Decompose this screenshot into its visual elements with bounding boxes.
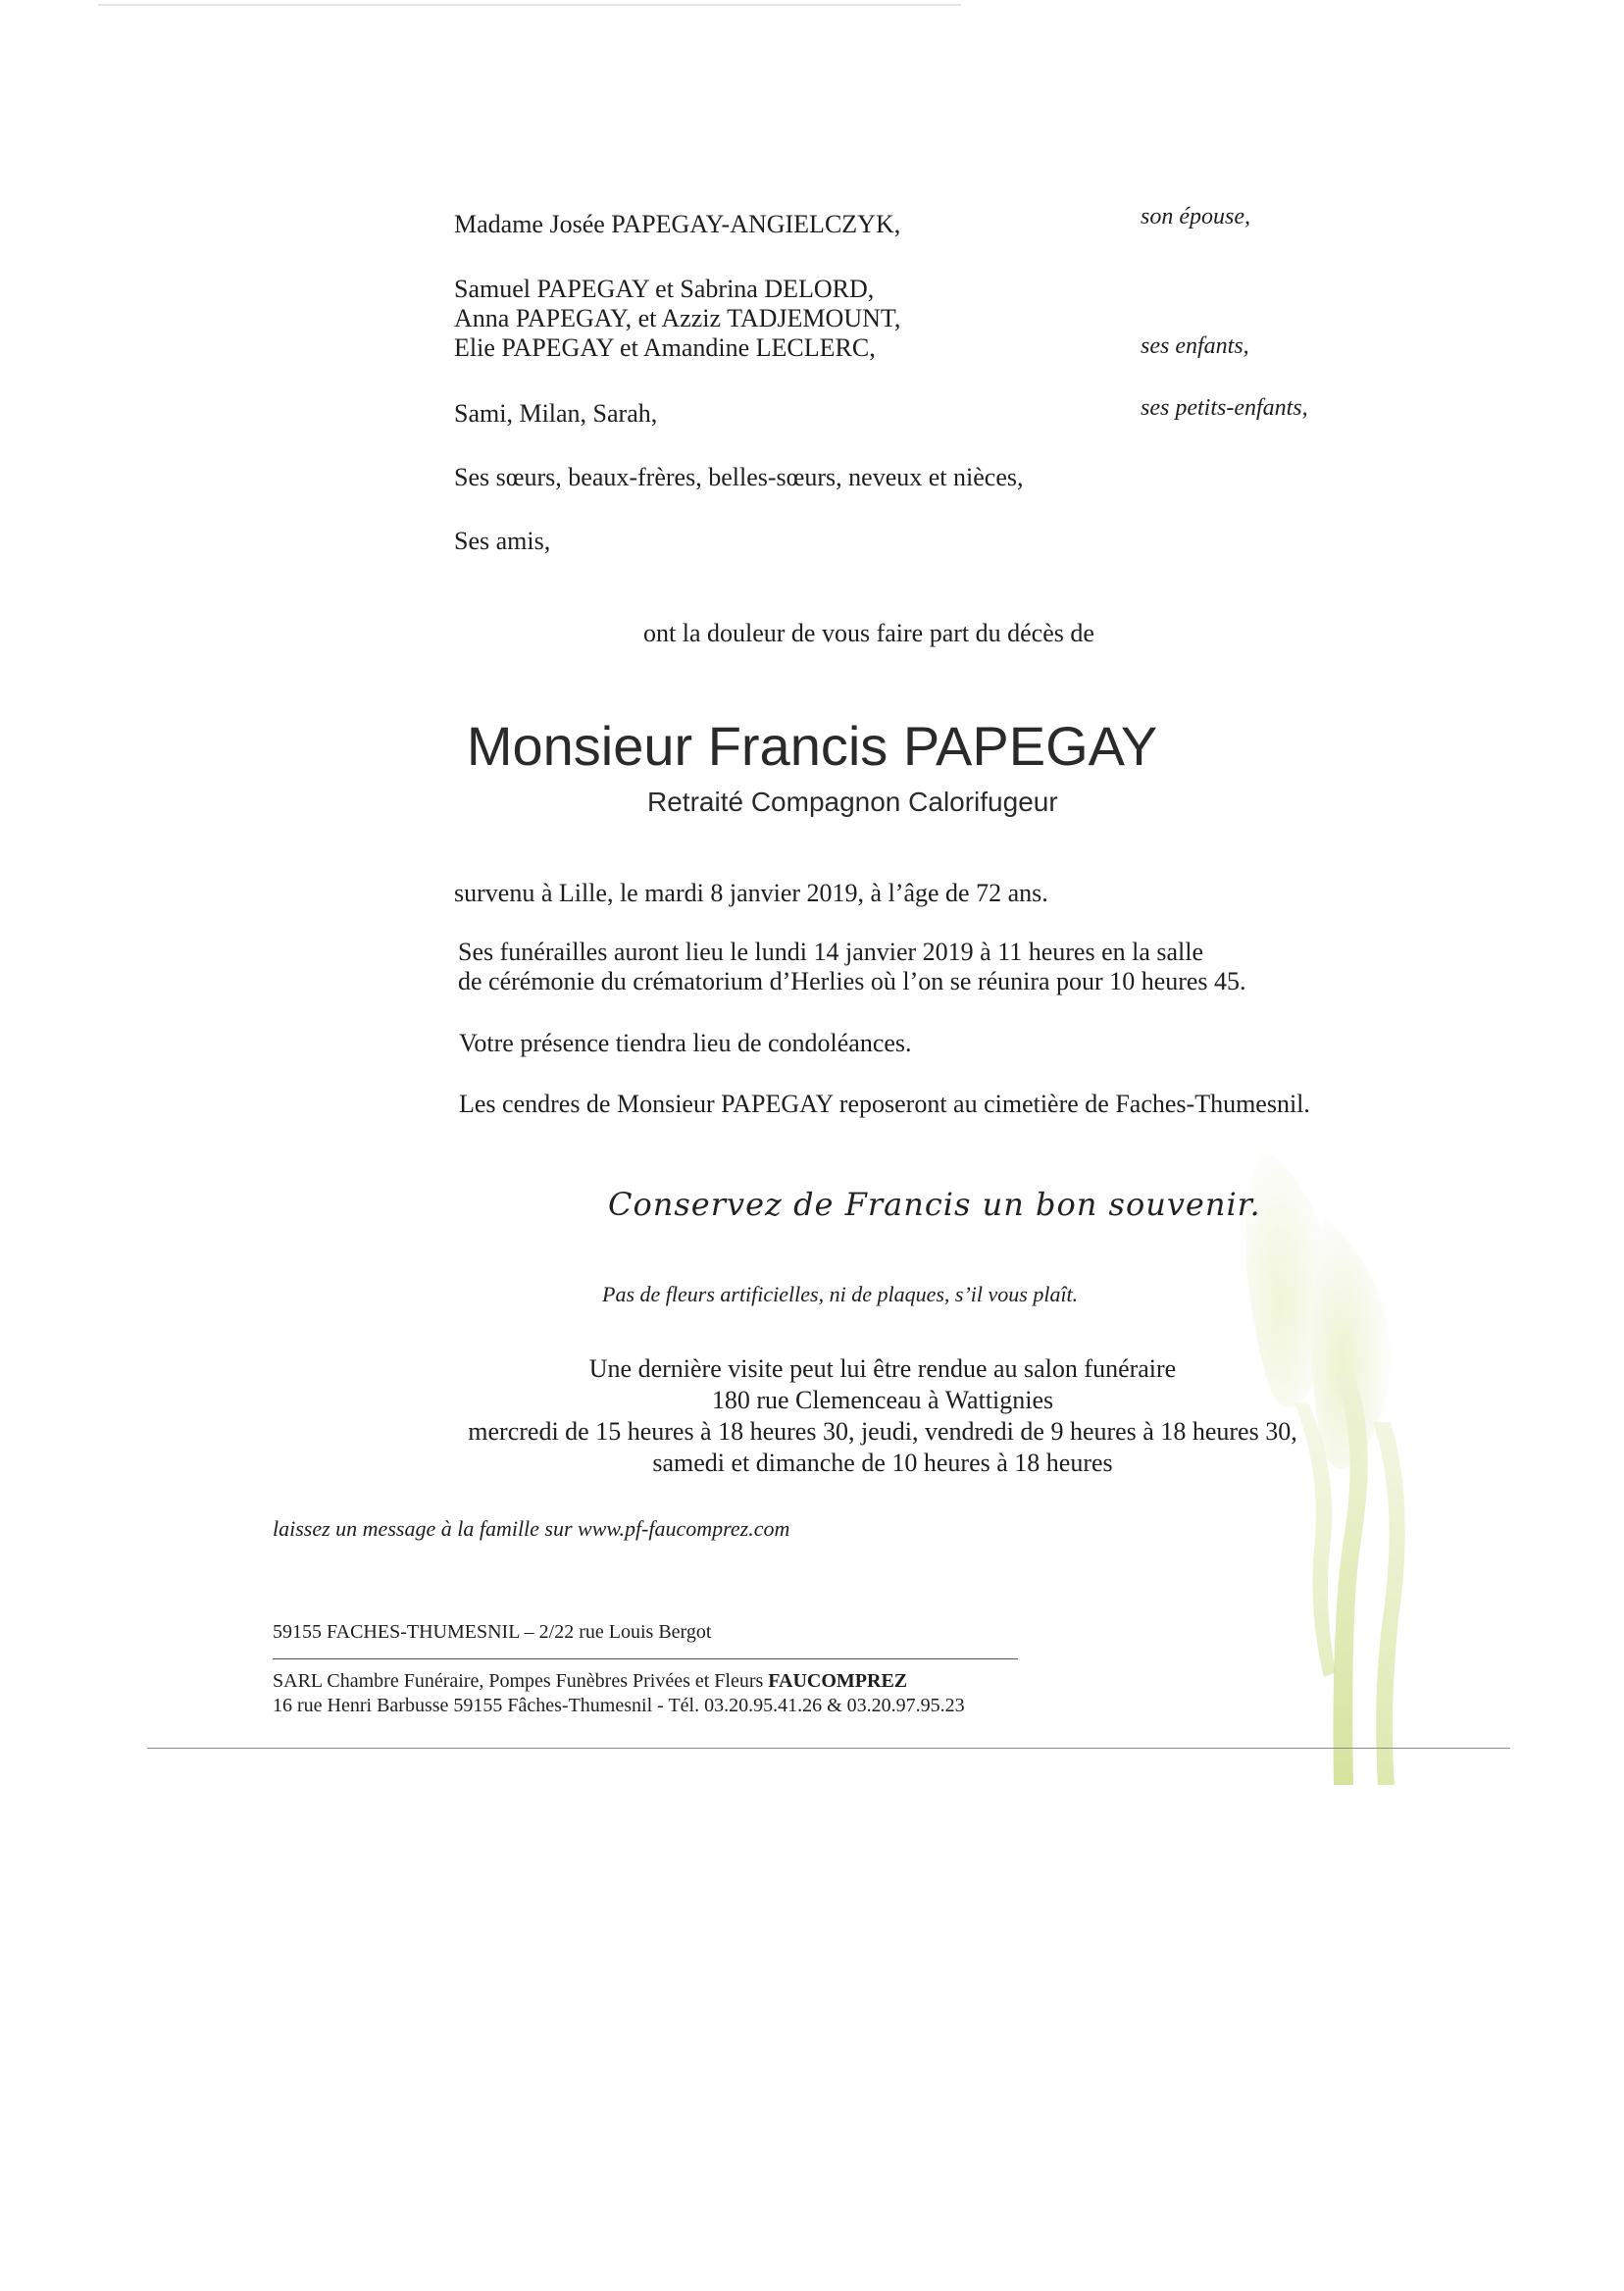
funeral-line-2: de cérémonie du crématorium d’Herlies où l’on se réunira pour 10 heures 45.: [458, 967, 1246, 995]
child-line-2: Anna PAPEGAY, et Azziz TADJEMOUNT,: [454, 304, 901, 332]
flowers-note: Pas de fleurs artificielles, ni de plaques, s’il vous plaît.: [602, 1282, 1079, 1306]
scan-edge-line: [98, 4, 961, 6]
spouse-name: Madame Josée PAPEGAY-ANGIELCZYK,: [454, 210, 901, 238]
spouse-role: son épouse,: [1141, 204, 1250, 229]
visit-line-1: Une dernière visite peut lui être rendue au salon funéraire: [588, 1354, 1177, 1383]
child-line-1: Samuel PAPEGAY et Sabrina DELORD,: [454, 275, 875, 303]
condolences-line: Votre présence tiendra lieu de condoléances.: [459, 1029, 912, 1057]
visit-line-3: mercredi de 15 heures à 18 heures 30, jeudi, vendredi de 9 heures à 18 heures 30,: [468, 1417, 1297, 1446]
card-bottom-divider: [147, 1748, 1510, 1749]
announcement-line: ont la douleur de vous faire part du décès de: [643, 619, 1094, 647]
grandchildren-names: Sami, Milan, Sarah,: [454, 399, 658, 428]
visit-line-2: 180 rue Clemenceau à Wattignies: [711, 1386, 1054, 1414]
child-line-3: Elie PAPEGAY et Amandine LECLERC,: [454, 333, 876, 362]
deceased-name: Monsieur Francis PAPEGAY: [466, 715, 1158, 777]
friends-line: Ses amis,: [454, 527, 551, 555]
memory-line: Conservez de Francis un bon souvenir.: [608, 1186, 1261, 1223]
death-details: survenu à Lille, le mardi 8 janvier 2019, à l’âge de 72 ans.: [454, 879, 1048, 907]
children-role: ses enfants,: [1141, 333, 1249, 359]
footer-company: [273, 1669, 907, 1693]
siblings-line: Ses sœurs, beaux-frères, belles-sœurs, neveux et nièces,: [454, 463, 1024, 491]
footer-contact: 16 rue Henri Barbusse 59155 Fâches-Thumesnil - Tél. 03.20.95.41.26 & 03.20.97.95.23: [273, 1695, 965, 1716]
deceased-profession: Retraité Compagnon Calorifugeur: [647, 787, 1058, 817]
visit-line-4: samedi et dimanche de 10 heures à 18 heures: [652, 1449, 1113, 1477]
funeral-line-1: Ses funérailles auront lieu le lundi 14 janvier 2019 à 11 heures en la salle: [458, 938, 1204, 966]
web-message: laissez un message à la famille sur www.pf-faucomprez.com: [273, 1516, 790, 1541]
grandchildren-role: ses petits-enfants,: [1141, 395, 1308, 421]
ashes-line: Les cendres de Monsieur PAPEGAY reposeront au cimetière de Faches-Thumesnil.: [459, 1090, 1310, 1118]
footer-company-prefix: SARL Chambre Funéraire, Pompes Funèbres Privées et Fleurs: [273, 1670, 769, 1692]
footer-address: 59155 FACHES-THUMESNIL – 2/22 rue Louis Bergot: [273, 1621, 712, 1643]
footer-divider: [273, 1658, 1018, 1659]
footer-company-brand: FAUCOMPREZ: [768, 1670, 908, 1692]
